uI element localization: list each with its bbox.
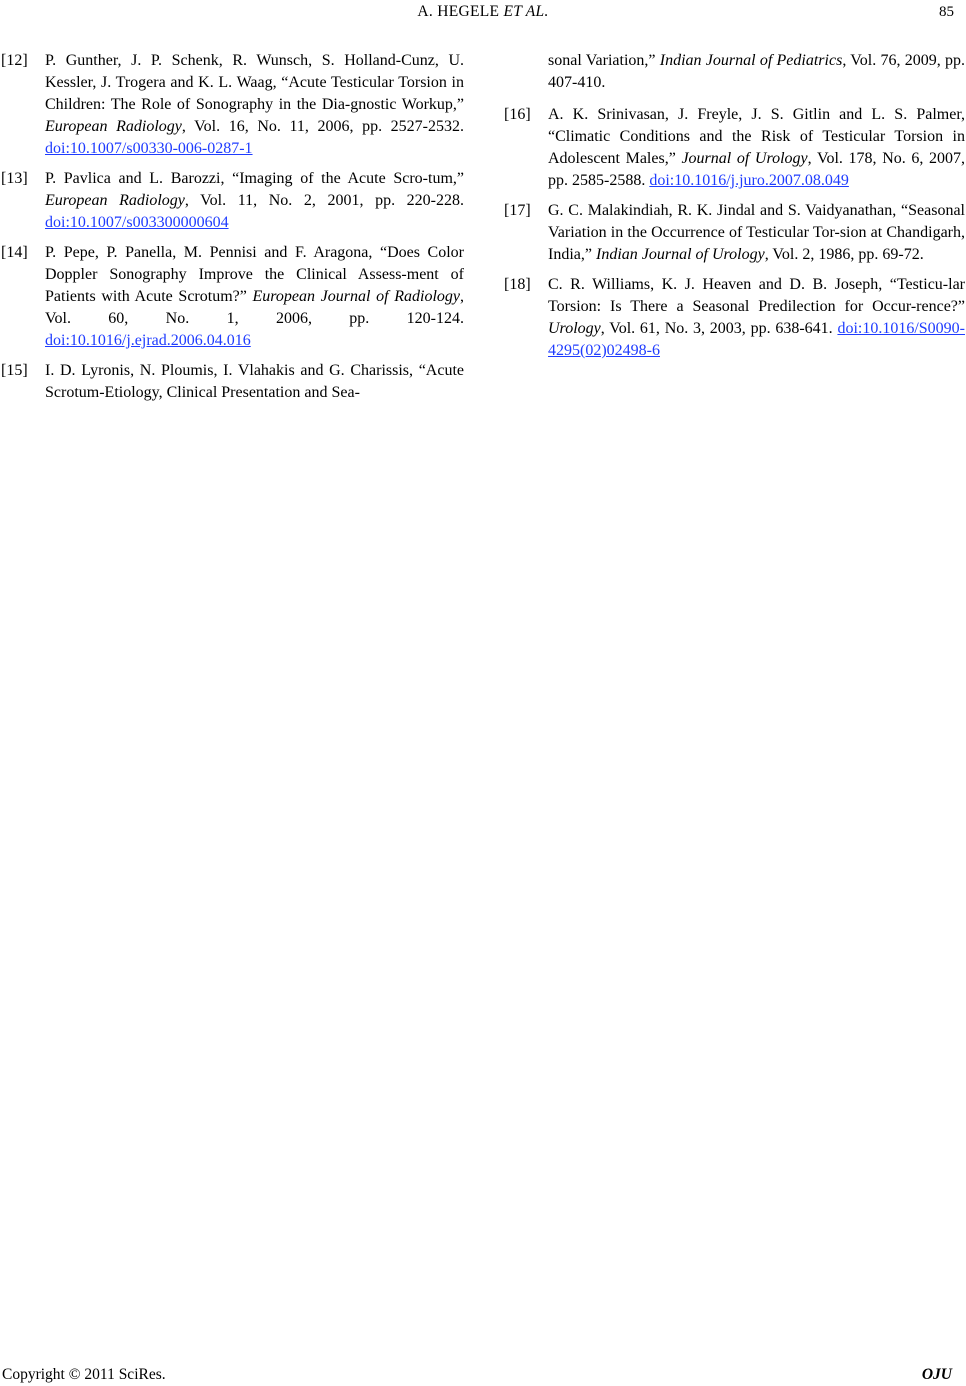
reference-15 — [0, 360, 464, 404]
reference-body: P. Gunther, J. P. Schenk, R. Wunsch, S. Holland-Cunz, U. Kessler, J. Trogera and K. L. Waag, “Acute Testicular Torsion in Children: The Role of Sonography in the Dia-gnostic Workup,” — [45, 52, 464, 113]
reference-18 — [503, 274, 965, 362]
reference-body: G. C. Malakindiah, R. K. Jindal and S. Vaidyanathan, “Seasonal Variation in the Occurrence of Testicular Tor-sion at Chandigarh, India,” — [548, 202, 965, 263]
reference-17 — [503, 200, 965, 266]
doi-link[interactable]: doi:10.1007/s003300000604 — [45, 214, 229, 231]
doi-link[interactable]: doi:10.1016/j.ejrad.2006.04.016 — [45, 332, 251, 349]
running-head-author: A. HEGELE — [417, 3, 500, 20]
reference-15-continuation — [503, 50, 965, 94]
reference-body: I. D. Lyronis, N. Ploumis, I. Vlahakis and G. Charissis, “Acute Scrotum-Etiology, Clinical Presentation and Sea- — [45, 362, 464, 401]
reference-number: [15] — [1, 362, 28, 379]
reference-number: [13] — [1, 170, 28, 187]
reference-body: C. R. Williams, K. J. Heaven and D. B. Joseph, “Testicu-lar Torsion: Is There a Seasonal Predilection for Occur-rence?” — [548, 276, 965, 315]
reference-details: , Vol. 2, 1986, pp. 69-72. — [764, 246, 924, 263]
reference-details: , Vol. 178, No. 6, 2007, pp. 2585-2588. — [548, 150, 966, 189]
reference-journal: Journal of Urology — [681, 150, 808, 167]
reference-journal: Urology — [548, 320, 601, 337]
running-head-etal: ET AL. — [503, 3, 549, 20]
running-head — [0, 3, 966, 21]
doi-link[interactable]: doi:10.1007/s00330-006-0287-1 — [45, 140, 253, 157]
reference-number: [17] — [504, 202, 531, 219]
reference-16 — [503, 104, 965, 192]
reference-journal: Indian Journal of Urology — [595, 246, 765, 263]
doi-link[interactable]: doi:10.1016/j.juro.2007.08.049 — [649, 172, 849, 189]
reference-number: [12] — [1, 52, 28, 69]
reference-body: P. Pepe, P. Panella, M. Pennisi and F. Aragona, “Does Color Doppler Sonography Improve the Clinical Assess-ment of Patients with Acute Scrotum?” — [45, 244, 464, 305]
references-right-column — [503, 50, 965, 370]
reference-14 — [0, 242, 464, 352]
references-left-column — [0, 50, 464, 412]
reference-journal: European Radiology — [45, 118, 182, 135]
reference-text — [548, 104, 965, 192]
reference-12 — [0, 50, 464, 160]
reference-details: , Vol. 16, No. 11, 2006, pp. 2527-2532. — [181, 118, 464, 135]
journal-abbreviation: OJU — [921, 1366, 952, 1383]
reference-13 — [0, 168, 464, 234]
reference-body: sonal Variation,” — [548, 52, 660, 69]
reference-journal: European Journal of Radiology — [252, 288, 460, 305]
reference-details: , Vol. 76, 2009, pp. 407-410. — [548, 52, 966, 91]
reference-details: , Vol. 60, No. 1, 2006, pp. 120-124. — [45, 288, 464, 327]
reference-journal: European Radiology — [45, 192, 185, 209]
reference-text — [45, 242, 464, 352]
reference-text — [548, 274, 965, 362]
reference-details: , Vol. 11, No. 2, 2001, pp. 220-228. — [184, 192, 464, 209]
doi-link[interactable]: doi:10.1016/S0090-4295(02)02498-6 — [548, 320, 965, 359]
reference-number: [14] — [1, 244, 28, 261]
page-number: 85 — [939, 4, 954, 20]
reference-text — [548, 50, 965, 94]
page-header — [0, 0, 966, 30]
reference-details: , Vol. 61, No. 3, 2003, pp. 638-641. — [600, 320, 838, 337]
reference-text — [45, 168, 464, 234]
reference-body: P. Pavlica and L. Barozzi, “Imaging of the Acute Scro-tum,” — [45, 170, 464, 187]
reference-number: [16] — [504, 106, 531, 123]
reference-journal: Indian Journal of Pediatrics — [659, 52, 843, 69]
page-footer — [0, 1366, 966, 1386]
reference-body: A. K. Srinivasan, J. Freyle, J. S. Gitlin and L. S. Palmer, “Climatic Conditions and the Risk of Testicular Torsion in Adolescent Males,” — [548, 106, 965, 167]
copyright-notice: Copyright © 2011 SciRes. — [2, 1366, 166, 1383]
reference-text — [45, 50, 464, 160]
reference-text — [548, 200, 965, 266]
reference-number: [18] — [504, 276, 531, 293]
reference-text — [45, 360, 464, 404]
